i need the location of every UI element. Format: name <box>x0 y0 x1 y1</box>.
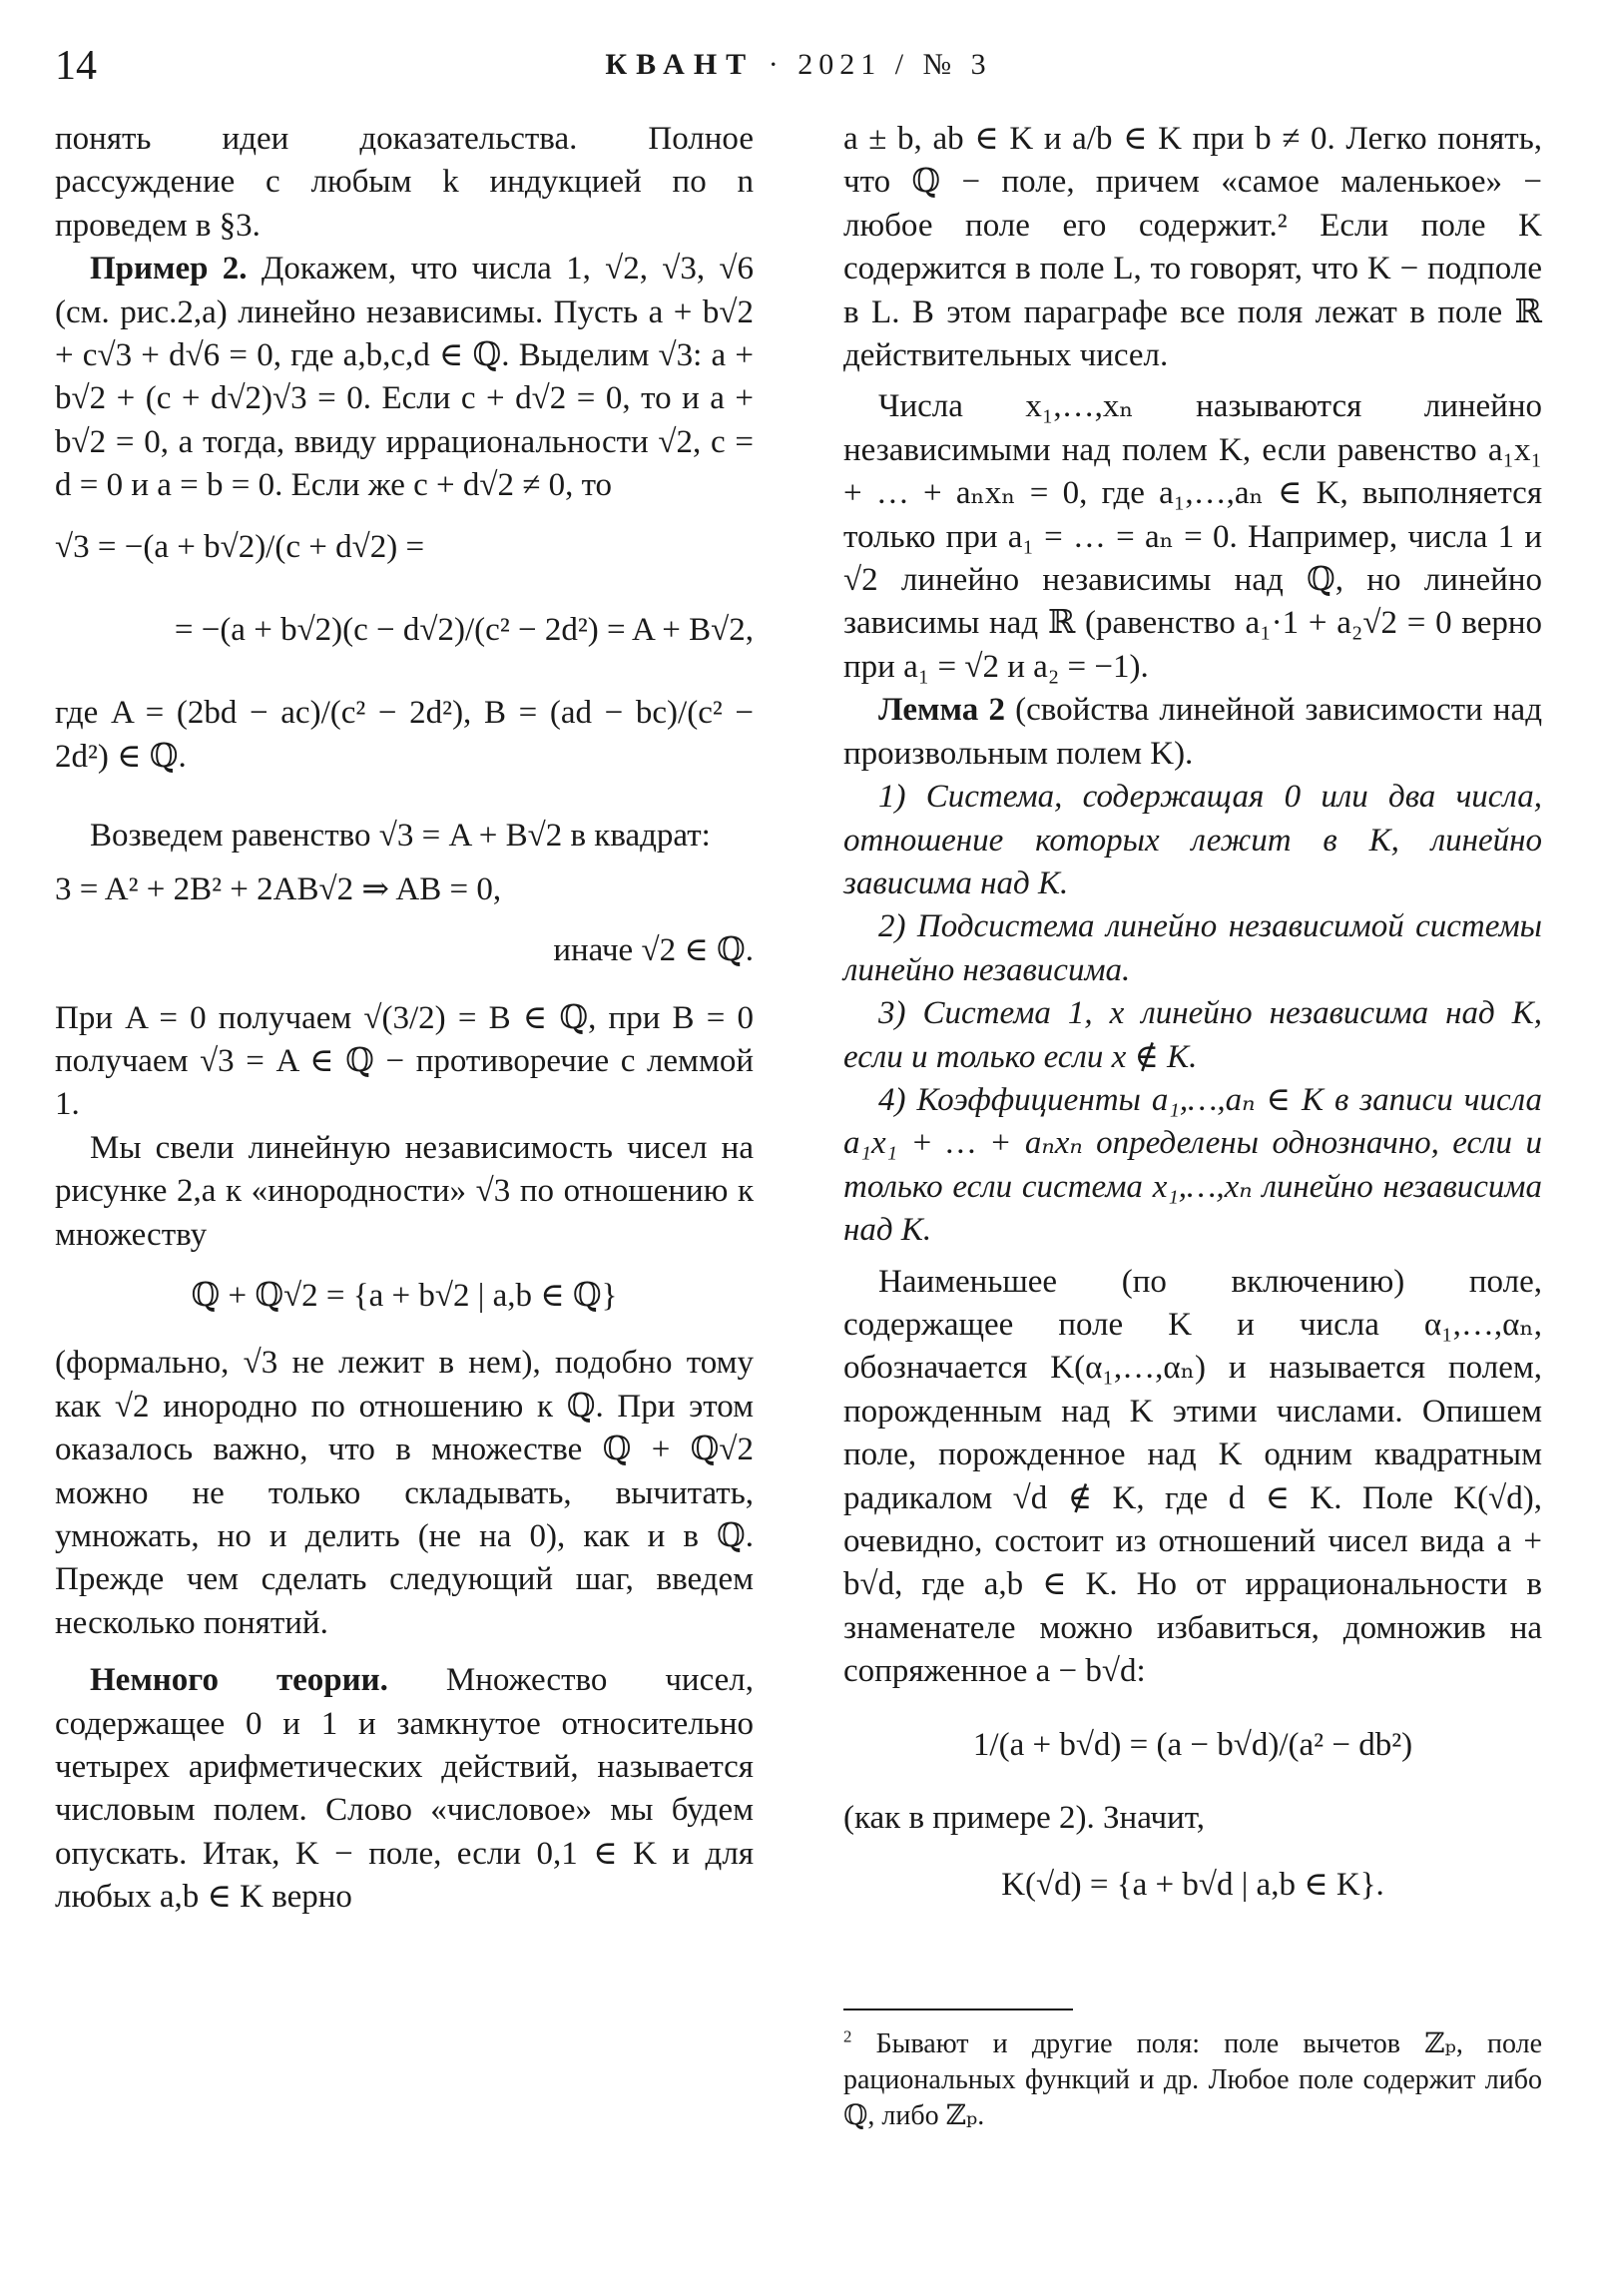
footnote <box>843 2026 1542 2134</box>
theory-label: Немного теории. <box>90 1662 388 1699</box>
lemma-2-heading <box>843 689 1542 776</box>
issue-number: 2021 / № 3 <box>798 48 992 81</box>
lemma-item-1: 1) Система, содержащая 0 или два числа, отношение которых лежит в K, линейно зависима над K. <box>843 779 1542 901</box>
page-number: 14 <box>55 43 97 89</box>
equation-sqrt3-2: = −(a + b√2)(c − d√2)/(c² − 2d²) = A + B√2, <box>174 612 754 649</box>
footnote-divider <box>843 2009 1073 2010</box>
equation-where-a-b: где A = (2bd − ac)/(c² − 2d²), B = (ad − bc)/(c² − 2d²) ∈ ℚ. <box>55 695 754 775</box>
example-2-paragraph <box>55 248 754 507</box>
right-column <box>843 118 1542 1908</box>
paragraph-therefore: (как в примере 2). Значит, <box>843 1800 1205 1837</box>
paragraph-generated-field: Наименьшее (по включению) поле, содержащее поле K и числа α₁,…,αₙ, обозначается K(α₁,…,αₙ) и называется полем, порожденным над K этими числами. Опишем поле, порожденное над K одним квадратным радикалом √d ∉ K, где d ∈ K. Поле K(√d), очевидно, состоит из отношений чисел вида a + b√d, где a,b ∈ K. Но от иррациональности в знаменателе можно избавиться, домножив на сопряженное a − b√d: <box>843 1263 1542 1690</box>
equation-squared: 3 = A² + 2B² + 2AB√2 ⇒ AB = 0, <box>55 870 502 907</box>
lemma-title: (свойства линейной зависимости над произвольным полем K). <box>843 692 1542 772</box>
equation-set-q-sqrt2: ℚ + ℚ√2 = {a + b√2 | a,b ∈ ℚ} <box>191 1277 618 1314</box>
equation-otherwise: иначе √2 ∈ ℚ. <box>553 932 754 969</box>
equation-field-k-sqrt-d: K(√d) = {a + b√d | a,b ∈ K}. <box>1001 1867 1384 1904</box>
theory-text: Множество чисел, содержащее 0 и 1 и замкнутое относительно четырех арифметических действий, называется числовым полем. Слово «числовое» мы будем опускать. Итак, K − поле, если 0,1 ∈ K и для любых a,b ∈ K верно <box>55 1662 754 1916</box>
lemma-item-3: 3) Система 1, x линейно независима над K, если и только если x ∉ K. <box>843 995 1542 1075</box>
paragraph-formal: (формально, √3 не лежит в нем), подобно тому как √2 инородно по отношению к ℚ. При этом оказалось важно, что в множестве ℚ + ℚ√2 можно не только складывать, вычитать, умножать, но и делить (не на 0), как и в ℚ. Прежде чем сделать следующий шаг, введем несколько понятий. <box>55 1345 754 1641</box>
equation-conjugate: 1/(a + b√d) = (a − b√d)/(a² − db²) <box>972 1726 1413 1763</box>
footnote-text: Бывают и другие поля: поле вычетов ℤₚ, поле рациональных функций и др. Любое поле содержит либо ℚ, либо ℤₚ. <box>843 2028 1542 2131</box>
theory-paragraph <box>55 1659 754 1919</box>
left-column <box>55 118 754 1920</box>
example-2-text: Докажем, что числа 1, √2, √3, √6 (см. рис.2,а) линейно независимы. Пусть a + b√2 + c√3 + d√6 = 0, где a,b,c,d ∈ ℚ. Выделим √3: a + b√2 + (c + d√2)√3 = 0. Если c + d√2 = 0, то и a + b√2 = 0, а тогда, ввиду иррациональности √2, c = d = 0 и a = b = 0. Если же c + d√2 ≠ 0, то <box>55 251 755 504</box>
paragraph-linear-independence: Числа x₁,…,xₙ называются линейно независимыми над полем K, если равенство a₁x₁ + … + aₙxₙ = 0, где a₁,…,aₙ ∈ K, выполняется только при a₁ = … = aₙ = 0. Например, числа 1 и √2 линейно независимы над ℚ, но линейно зависимы над ℝ (равенство a₁·1 + a₂√2 = 0 верно при a₁ = √2 и a₂ = −1). <box>843 388 1542 685</box>
running-head <box>0 48 1597 82</box>
lemma-label: Лемма 2 <box>878 692 1005 729</box>
footnote-mark: 2 <box>843 2026 852 2046</box>
paragraph-field-definition: a ± b, ab ∈ K и a/b ∈ K при b ≠ 0. Легко понять, что ℚ − поле, причем «самое маленькое» − любое поле его содержит.² Если поле K содержится в поле L, то говорят, что K − подполе в L. В этом параграфе все поля лежат в поле ℝ действительных чисел. <box>843 121 1542 374</box>
paragraph-reduction: Мы свели линейную независимость чисел на рисунке 2,а к «инородности» √3 по отношению к множеству <box>55 1129 754 1253</box>
paragraph-intro: понять идеи доказательства. Полное рассуждение с любым k индукцией по n проведем в §3. <box>55 121 754 244</box>
lemma-item-2: 2) Подсистема линейно независимой системы линейно независима. <box>843 908 1542 988</box>
paragraph-square: Возведем равенство √3 = A + B√2 в квадрат: <box>90 818 711 855</box>
paragraph-contradiction: При A = 0 получаем √(3/2) = B ∈ ℚ, при B = 0 получаем √3 = A ∈ ℚ − противоречие с леммой 1. <box>55 999 754 1123</box>
header-separator: · <box>768 48 785 81</box>
example-label: Пример 2. <box>90 251 248 287</box>
journal-title: КВАНТ <box>605 48 756 81</box>
equation-sqrt3-1: √3 = −(a + b√2)/(c + d√2) = <box>55 528 425 565</box>
lemma-item-4: 4) Коэффициенты a₁,…,aₙ ∈ K в записи числа a₁x₁ + … + aₙxₙ определены однозначно, если и только если система x₁,…,xₙ линейно независима над K. <box>843 1081 1542 1249</box>
